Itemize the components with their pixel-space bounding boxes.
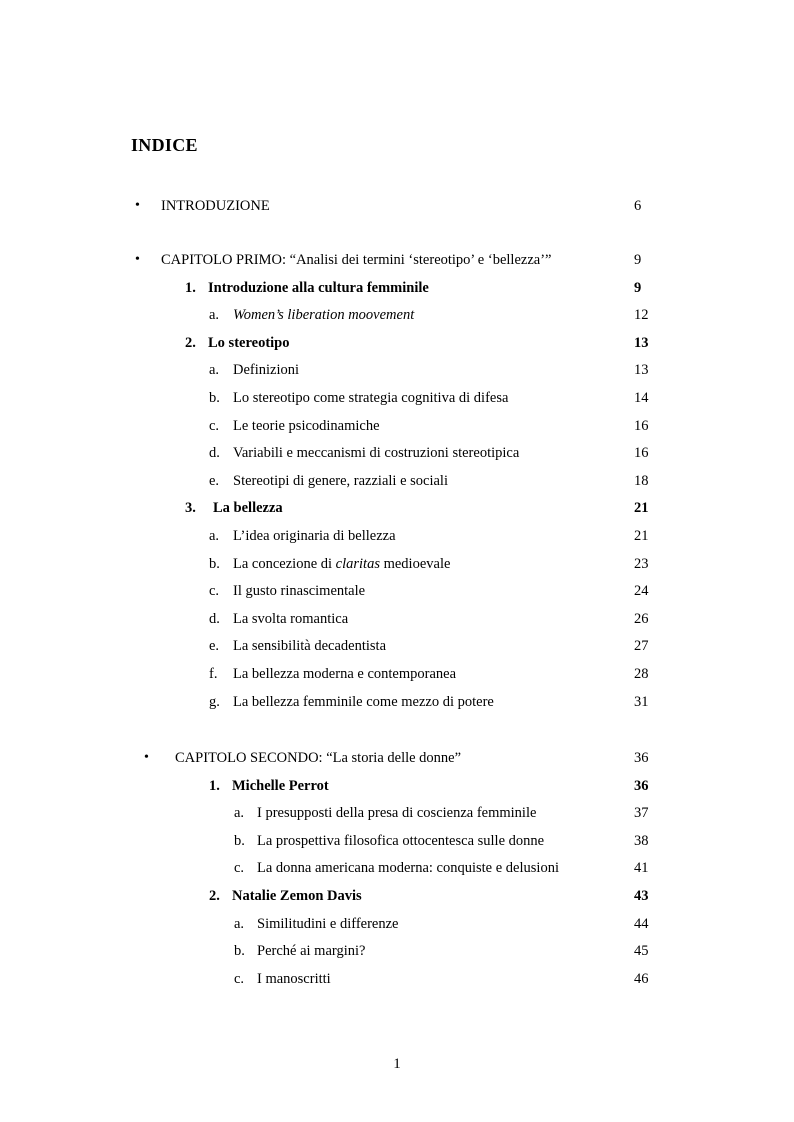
toc-item-label: L’idea originaria di bellezza: [233, 528, 396, 544]
toc-section-num: 3.: [185, 500, 196, 516]
toc-item-label: Women’s liberation moovement: [233, 307, 415, 323]
toc-item-label: Definizioni: [233, 362, 300, 378]
toc-item-page: 44: [634, 916, 649, 932]
toc-item-page: 31: [634, 694, 649, 710]
toc-item-letter: a.: [209, 307, 220, 323]
toc-item-letter: b.: [234, 833, 245, 849]
toc-item-letter: a.: [234, 805, 245, 821]
toc-item-letter: e.: [209, 473, 220, 489]
toc-item-page: 38: [634, 833, 649, 849]
toc-item-label: Perché ai margini?: [257, 943, 366, 959]
toc-section-label: La bellezza: [213, 500, 283, 516]
toc-section-num: 2.: [185, 335, 196, 351]
toc-item-page: 13: [634, 362, 649, 378]
toc-item-label: Stereotipi di genere, razziali e sociali: [233, 473, 448, 489]
toc-item-label: La prospettiva filosofica ottocentesca sulle donne: [257, 833, 545, 849]
toc-item-label: La bellezza femminile come mezzo di potere: [233, 694, 494, 710]
toc-item-page: 14: [634, 390, 649, 406]
toc-section-label: Michelle Perrot: [232, 778, 329, 794]
toc-item-page: 45: [634, 943, 649, 959]
toc-item-label: Variabili e meccanismi di costruzioni stereotipica: [233, 445, 520, 461]
toc-item-letter: c.: [234, 971, 245, 987]
toc-section-page: 9: [634, 280, 642, 296]
toc-item-letter: a.: [209, 362, 220, 378]
toc-section-label: Lo stereotipo: [208, 335, 290, 351]
toc-item-page: 12: [634, 307, 649, 323]
toc-item-letter: c.: [209, 583, 220, 599]
toc-item-label: Similitudini e differenze: [257, 916, 399, 932]
toc-ch1-label: CAPITOLO PRIMO: “Analisi dei termini ‘stereotipo’ e ‘bellezza’”: [161, 252, 552, 268]
page-number: 1: [393, 1056, 401, 1072]
toc-item-letter: g.: [209, 694, 220, 710]
toc-section-num: 2.: [209, 888, 220, 904]
toc-item-letter: c.: [234, 860, 245, 876]
bullet-icon: •: [144, 750, 149, 765]
toc-item-letter: d.: [209, 611, 220, 627]
toc-item-page: 21: [634, 528, 649, 544]
toc-item-label: La concezione di claritas medioevale: [233, 556, 451, 572]
toc-section-page: 43: [634, 888, 649, 904]
page-title: INDICE: [131, 135, 198, 155]
toc-item-label: La bellezza moderna e contemporanea: [233, 666, 457, 682]
toc-item-label: Lo stereotipo come strategia cognitiva di difesa: [233, 390, 509, 406]
toc-item-letter: b.: [234, 943, 245, 959]
toc-ch2-label: CAPITOLO SECONDO: “La storia delle donne”: [175, 750, 462, 766]
toc-item-label: La sensibilità decadentista: [233, 638, 387, 654]
toc-item-label: Le teorie psicodinamiche: [233, 418, 380, 434]
toc-section-label: Introduzione alla cultura femminile: [208, 280, 429, 296]
toc-item-letter: f.: [209, 666, 218, 682]
toc-section-page: 21: [634, 500, 649, 516]
toc-item-letter: e.: [209, 638, 220, 654]
toc-item-page: 23: [634, 556, 649, 572]
toc-item-page: 16: [634, 418, 649, 434]
toc-section-page: 36: [634, 778, 649, 794]
toc-item-letter: b.: [209, 556, 220, 572]
toc-item-label: I presupposti della presa di coscienza femminile: [257, 805, 537, 821]
toc-item-page: 46: [634, 971, 649, 987]
toc-item-page: 16: [634, 445, 649, 461]
toc-intro-page: 6: [634, 198, 642, 214]
toc-item-label: I manoscritti: [257, 971, 331, 987]
toc-item-page: 27: [634, 638, 649, 654]
toc-ch2-page: 36: [634, 750, 649, 766]
bullet-icon: •: [135, 198, 140, 213]
toc-section-page: 13: [634, 335, 649, 351]
toc-item-label-emphasis: claritas: [335, 556, 380, 572]
toc-item-label: Il gusto rinascimentale: [233, 583, 366, 599]
toc-item-page: 28: [634, 666, 649, 682]
toc-ch1-page: 9: [634, 252, 642, 268]
bullet-icon: •: [135, 252, 140, 267]
toc-item-letter: c.: [209, 418, 220, 434]
toc-item-label: La donna americana moderna: conquiste e delusioni: [257, 860, 559, 876]
toc-section-num: 1.: [209, 778, 220, 794]
toc-item-letter: b.: [209, 390, 220, 406]
toc-section-label: Natalie Zemon Davis: [232, 888, 362, 904]
toc-item-page: 18: [634, 473, 649, 489]
toc-item-label: La svolta romantica: [233, 611, 349, 627]
toc-item-page: 37: [634, 805, 649, 821]
toc-item-letter: a.: [209, 528, 220, 544]
toc-section-num: 1.: [185, 280, 196, 296]
toc-intro-label: INTRODUZIONE: [161, 198, 270, 214]
toc-item-page: 24: [634, 583, 649, 599]
toc-item-letter: a.: [234, 916, 245, 932]
toc-item-letter: d.: [209, 445, 220, 461]
toc-item-page: 41: [634, 860, 649, 876]
toc-item-page: 26: [634, 611, 649, 627]
